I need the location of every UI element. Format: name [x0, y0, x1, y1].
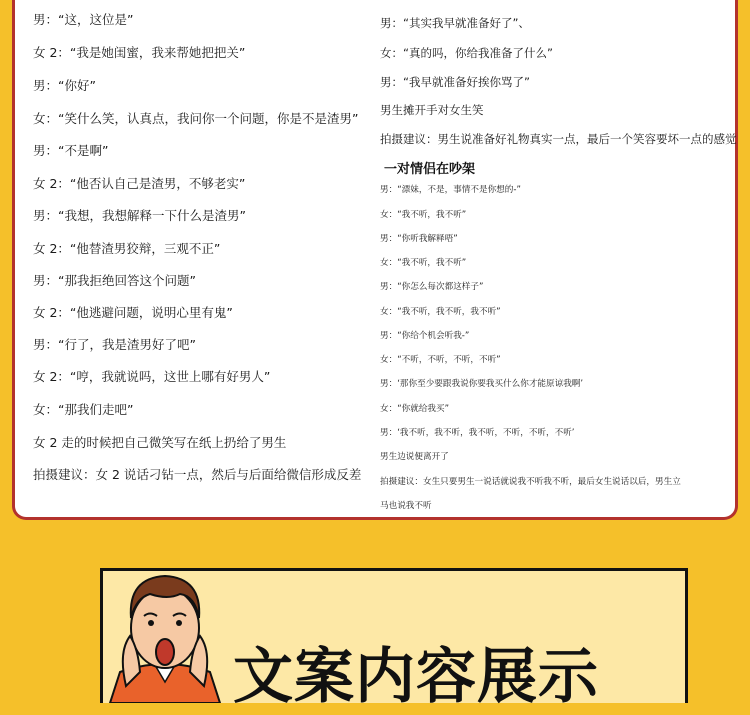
script-line: 女：“你就给我买”: [380, 404, 450, 414]
surprised-man-icon: [100, 560, 230, 703]
script-line: 女：“不听，不听，不听，不听”: [380, 355, 501, 365]
script-line: 女：“那我们走吧”: [33, 402, 134, 417]
shooting-tip: 拍摄建议：女生只要男生一说话就说我不听我不听，最后女生说话以后，男生立: [380, 477, 681, 487]
script-line: 女 2：“他逃避问题，说明心里有鬼”: [33, 305, 233, 320]
banner-title: 文案内容展示: [233, 642, 599, 712]
script-line: 女：“我不听，我不听”: [380, 210, 467, 220]
script-line: 男：“其实我早就准备好了”、: [380, 16, 530, 30]
script-line: 男：“你给个机会听我-”: [380, 331, 470, 341]
script-line: 男：“我早就准备好挨你骂了”: [380, 75, 530, 89]
shooting-tip: 拍摄建议：男生说准备好礼物真实一点，最后一个笑容要坏一点的感觉: [380, 132, 737, 146]
script-line: 男生边说便离开了: [380, 452, 449, 462]
script-line: 男：“你好”: [33, 78, 96, 93]
script-line: 男：“这，这位是”: [33, 12, 134, 27]
script-line: 男：“行了，我是渣男好了吧”: [33, 337, 196, 352]
script-line: 女 2：“我是她闺蜜，我来帮她把把关”: [33, 45, 246, 60]
script-line: 男：‘我不听，我不听，我不听，不听，不听，不听’: [380, 428, 575, 438]
script-line: 女 2 走的时候把自己微笑写在纸上扔给了男生: [33, 435, 287, 450]
script-line: 女：“我不听，我不听，我不听”: [380, 307, 501, 317]
script-card: [12, 0, 738, 520]
script-line: 男：“那我拒绝回答这个问题”: [33, 273, 196, 288]
script-line: 女：“我不听，我不听”: [380, 258, 467, 268]
script-line: 女 2：“他替渣男狡辩，三观不正”: [33, 241, 221, 256]
script-line: 男：‘那你至少要跟我说你要我买什么你才能原谅我啊’: [380, 379, 584, 389]
section-title: 一对情侣在吵架: [384, 162, 476, 177]
script-line: 男生摊开手对女生笑: [380, 103, 484, 117]
script-line: 男：“你听我解释唔”: [380, 234, 458, 244]
script-line: 女：“真的吗，你给我准备了什么”: [380, 46, 553, 60]
script-line: 男：“不是啊”: [33, 143, 109, 158]
script-line: 男：“你怎么每次都这样子”: [380, 282, 484, 292]
shooting-tip: 拍摄建议：女 2 说话刁钻一点，然后与后面给微信形成反差: [33, 467, 362, 482]
script-line: 女：“笑什么笑，认真点，我问你一个问题，你是不是渣男”: [33, 111, 359, 126]
shooting-tip: 马也说我不听: [380, 501, 432, 511]
script-line: 男：“我想，我想解释一下什么是渣男”: [33, 208, 246, 223]
script-line: 男：“漂妹，不是，事情不是你想的-”: [380, 185, 521, 195]
script-line: 女 2：“哼，我就说吗，这世上哪有好男人”: [33, 369, 271, 384]
script-line: 女 2：“他否认自己是渣男，不够老实”: [33, 176, 246, 191]
